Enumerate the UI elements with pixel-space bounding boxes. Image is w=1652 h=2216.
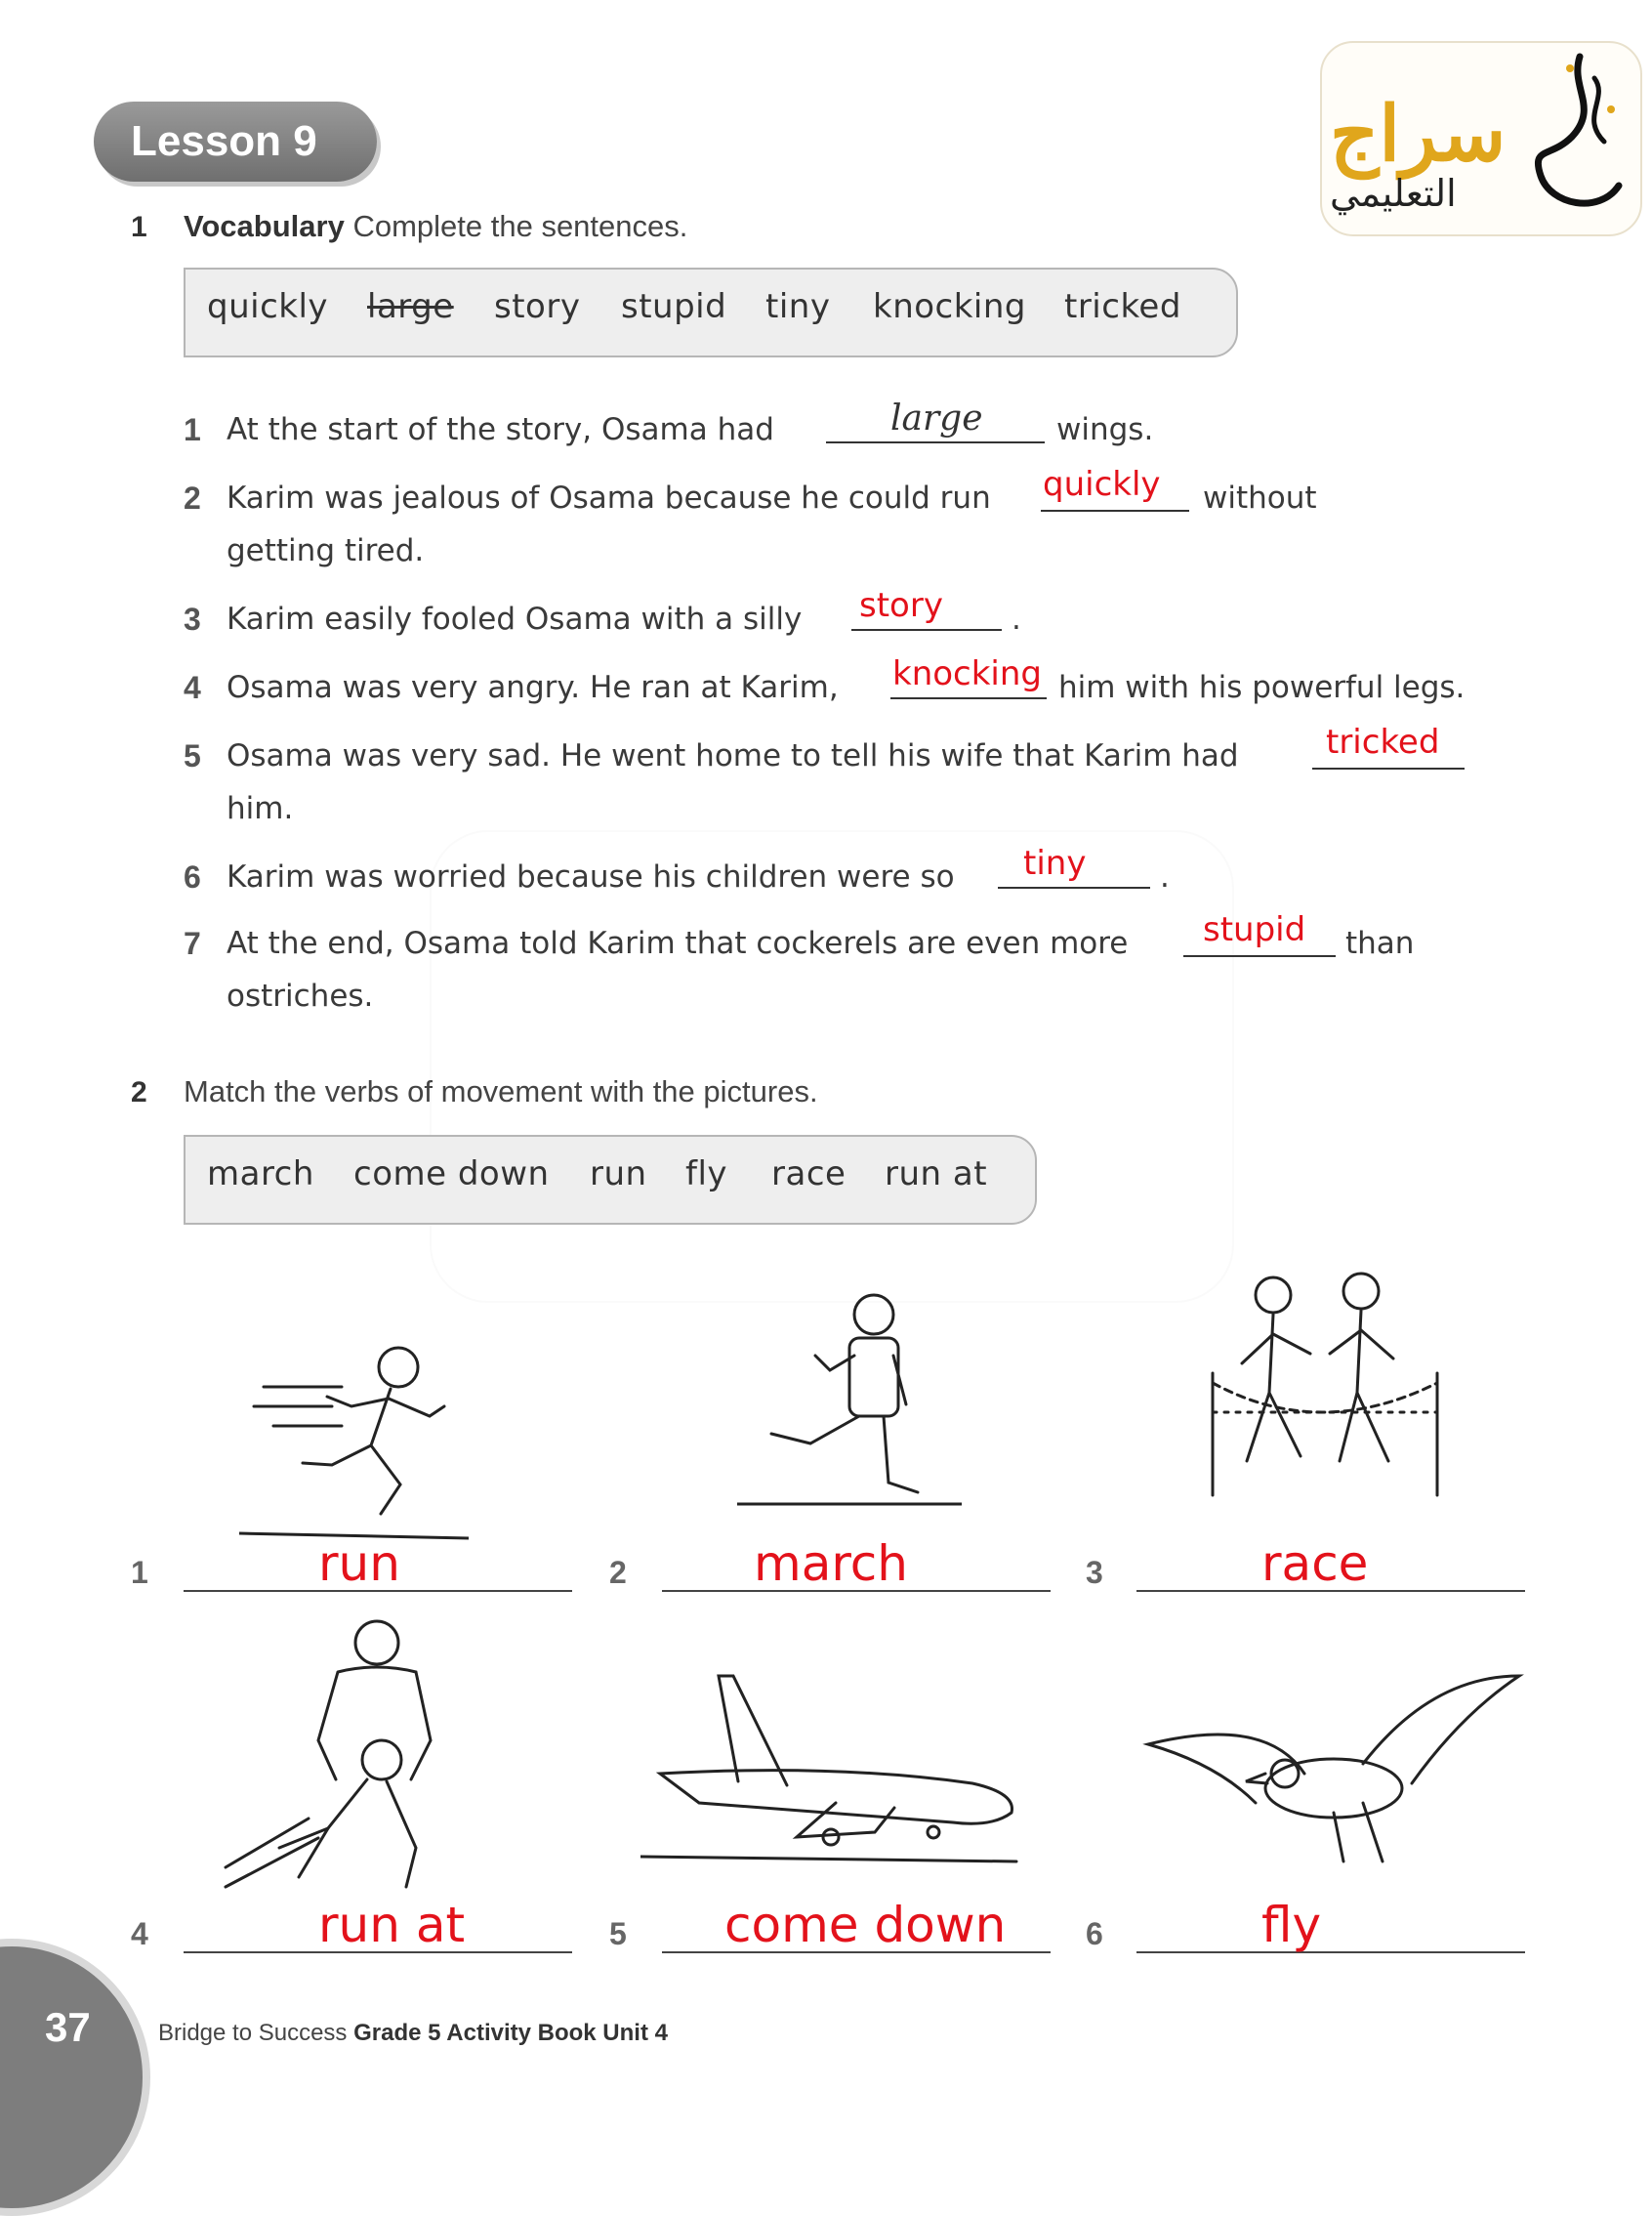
answer-blank bbox=[851, 629, 1002, 631]
footer-series: Bridge to Success bbox=[158, 2020, 348, 2046]
match-number: 4 bbox=[131, 1916, 148, 1951]
match-number: 5 bbox=[609, 1916, 627, 1951]
sentence-number: 7 bbox=[184, 926, 201, 961]
sentence-number: 3 bbox=[184, 602, 201, 637]
sentence-text: At the start of the story, Osama had bbox=[227, 412, 774, 447]
sentence-number: 4 bbox=[184, 670, 201, 705]
answer-text: come down bbox=[724, 1897, 1007, 1953]
race-illustration bbox=[1193, 1266, 1457, 1500]
sentence-text: Osama was very sad. He went home to tell his wife that Karim had bbox=[227, 738, 1239, 774]
answer-blank bbox=[890, 697, 1047, 699]
answer-text: tricked bbox=[1326, 723, 1440, 762]
exercise-1-title bbox=[184, 209, 687, 244]
word-bank-item: story bbox=[494, 287, 581, 326]
sentence-text: Karim easily fooled Osama with a silly bbox=[227, 602, 803, 637]
airplane-illustration bbox=[640, 1666, 1021, 1871]
runner-illustration bbox=[234, 1338, 488, 1543]
answer-text: run at bbox=[318, 1897, 466, 1953]
exercise-1-number: 1 bbox=[131, 211, 147, 243]
answer-blank bbox=[826, 441, 1045, 443]
answer-blank bbox=[1136, 1951, 1525, 1953]
word-bank-item: stupid bbox=[621, 287, 727, 326]
word-bank-item: tricked bbox=[1064, 287, 1181, 326]
sentence-number: 5 bbox=[184, 738, 201, 774]
page-number-badge bbox=[0, 1939, 150, 2216]
word-bank-item: knocking bbox=[873, 287, 1026, 326]
sentence-text: Osama was very angry. He ran at Karim, bbox=[227, 670, 839, 705]
answer-text: race bbox=[1261, 1535, 1369, 1592]
word-bank-item: come down bbox=[353, 1154, 550, 1193]
word-bank-item: run bbox=[590, 1154, 647, 1193]
sentence-number: 2 bbox=[184, 481, 201, 516]
sentence-text: without bbox=[1203, 481, 1317, 516]
sentence-text: him with his powerful legs. bbox=[1058, 670, 1466, 705]
page-number: 37 bbox=[45, 2004, 91, 2050]
sentence-text: wings. bbox=[1056, 412, 1154, 447]
sentence-text: getting tired. bbox=[227, 533, 425, 568]
watermark bbox=[430, 830, 1234, 1303]
marching-man-illustration bbox=[732, 1287, 967, 1512]
lesson-title: Lesson 9 bbox=[94, 102, 377, 182]
answer-text: tiny bbox=[1023, 844, 1087, 883]
answer-blank bbox=[1183, 955, 1336, 957]
word-bank-item: race bbox=[771, 1154, 847, 1193]
logo-text-sub: التعليمي bbox=[1330, 172, 1457, 215]
exercise-2-number: 2 bbox=[131, 1076, 147, 1108]
answer-blank bbox=[1041, 510, 1189, 512]
answer-text: story bbox=[859, 586, 943, 625]
match-number: 2 bbox=[609, 1555, 627, 1590]
exercise-1-title-rest: Complete the sentences. bbox=[352, 209, 688, 243]
word-bank-item-struck: large bbox=[367, 287, 454, 326]
run-at-illustration bbox=[221, 1613, 514, 1906]
bird-illustration bbox=[1138, 1656, 1529, 1891]
logo-text-main: سراج bbox=[1330, 90, 1507, 179]
sentence-text: . bbox=[1160, 859, 1170, 895]
answer-example: large bbox=[890, 398, 983, 439]
sentence-text: . bbox=[1012, 602, 1021, 637]
sentence-text: Karim was worried because his children were so bbox=[227, 859, 955, 895]
match-number: 1 bbox=[131, 1555, 148, 1590]
footer-text bbox=[158, 2020, 668, 2047]
word-bank-item: fly bbox=[685, 1154, 728, 1193]
sentence-number: 6 bbox=[184, 859, 201, 895]
answer-text: run bbox=[318, 1535, 400, 1592]
answer-blank bbox=[998, 887, 1150, 889]
sentence-text: him. bbox=[227, 791, 294, 826]
match-number: 3 bbox=[1086, 1555, 1103, 1590]
word-bank-item: run at bbox=[885, 1154, 988, 1193]
sentence-text: Karim was jealous of Osama because he could run bbox=[227, 481, 991, 516]
answer-text: quickly bbox=[1043, 465, 1161, 504]
exercise-2-title: Match the verbs of movement with the pictures. bbox=[184, 1074, 818, 1108]
word-bank-item: march bbox=[207, 1154, 314, 1193]
answer-text: fly bbox=[1261, 1897, 1322, 1953]
answer-text: knocking bbox=[892, 654, 1042, 693]
answer-text: march bbox=[754, 1535, 908, 1592]
sentence-number: 1 bbox=[184, 412, 201, 447]
answer-text: stupid bbox=[1203, 910, 1306, 949]
sentence-text: ostriches. bbox=[227, 979, 374, 1014]
word-bank-item: tiny bbox=[765, 287, 831, 326]
sentence-text: At the end, Osama told Karim that cockerels are even more bbox=[227, 926, 1129, 961]
footer-book: Grade 5 Activity Book Unit 4 bbox=[353, 2020, 668, 2046]
answer-blank bbox=[1312, 768, 1465, 770]
logo-calligraphy-icon bbox=[1511, 49, 1634, 225]
match-number: 6 bbox=[1086, 1916, 1103, 1951]
exercise-1-title-bold: Vocabulary bbox=[184, 209, 345, 243]
sentence-text: than bbox=[1345, 926, 1415, 961]
word-bank-item: quickly bbox=[207, 287, 329, 326]
